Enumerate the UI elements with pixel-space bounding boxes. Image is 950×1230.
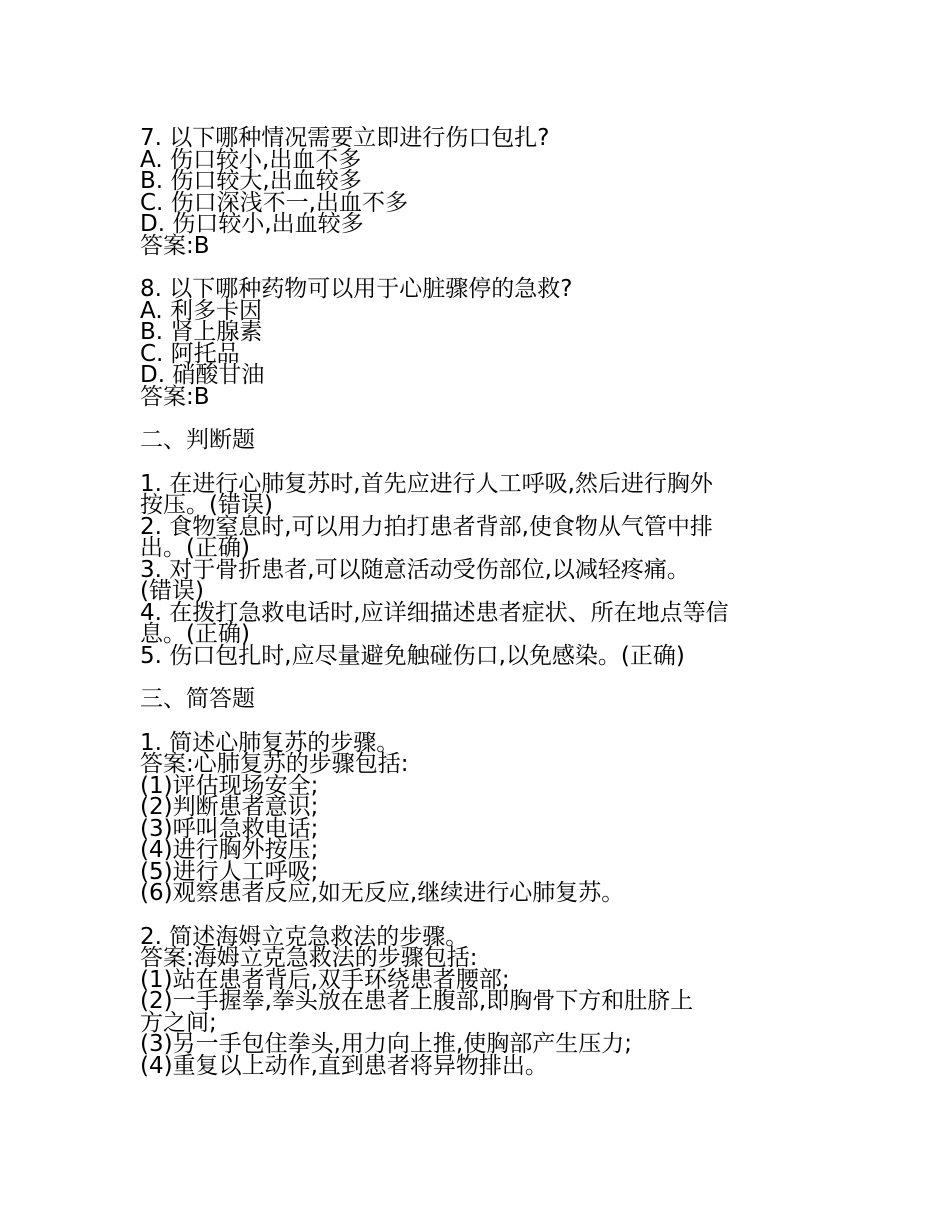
tf-line: (错误) bbox=[140, 578, 204, 604]
step: (5)进行人工呼吸; bbox=[140, 858, 319, 885]
tf-line: 5. 伤口包扎时,应尽量避免触碰伤口,以免感染。(正确) bbox=[140, 642, 685, 669]
answer: 答案:B bbox=[140, 383, 210, 410]
question-text: 7. 以下哪种情况需要立即进行伤口包扎? bbox=[140, 125, 550, 151]
option-b: B. 肾上腺素 bbox=[140, 319, 263, 345]
option-c: C. 伤口深浅不一,出血不多 bbox=[140, 189, 408, 216]
question-text: 8. 以下哪种药物可以用于心脏骤停的急救? bbox=[140, 276, 573, 302]
section-heading-true-false: 二、判断题 bbox=[140, 427, 255, 453]
step: 方之间; bbox=[140, 1009, 217, 1036]
tf-line: 息。(正确) bbox=[140, 621, 250, 647]
option-b: B. 伤口较大,出血较多 bbox=[140, 168, 362, 194]
tf-line: 2. 食物窒息时,可以用力拍打患者背部,使食物从气管中排 bbox=[140, 513, 713, 540]
option-a: A. 伤口较小,出血不多 bbox=[140, 146, 362, 173]
short-answer-2 bbox=[140, 923, 820, 1079]
option-d: D. 伤口较小,出血较多 bbox=[140, 211, 364, 237]
step: (1)评估现场安全; bbox=[140, 772, 319, 799]
step: (2)一手握拳,拳头放在患者上腹部,即胸骨下方和肚脐上 bbox=[140, 988, 694, 1014]
step: (3)呼叫急救电话; bbox=[140, 815, 319, 842]
document-page bbox=[140, 125, 820, 1079]
step: (4)进行胸外按压; bbox=[140, 837, 319, 863]
true-false-list bbox=[140, 470, 820, 669]
answer: 答案:心肺复苏的步骤包括: bbox=[140, 751, 409, 777]
step: (6)观察患者反应,如无反应,继续进行心肺复苏。 bbox=[140, 880, 625, 906]
short-answer-1 bbox=[140, 729, 820, 906]
step: (4)重复以上动作,直到患者将异物排出。 bbox=[140, 1052, 548, 1079]
tf-line: 3. 对于骨折患者,可以随意活动受伤部位,以减轻疼痛。 bbox=[140, 556, 690, 583]
answer: 答案:海姆立克急救法的步骤包括: bbox=[140, 945, 478, 971]
tf-line: 4. 在拨打急救电话时,应详细描述患者症状、所在地点等信 bbox=[140, 599, 729, 626]
option-a: A. 利多卡因 bbox=[140, 297, 262, 324]
question-7 bbox=[140, 125, 820, 259]
tf-line: 出。(正确) bbox=[140, 535, 250, 561]
step: (2)判断患者意识; bbox=[140, 794, 319, 820]
question-text: 2. 简述海姆立克急救法的步骤。 bbox=[140, 923, 469, 950]
answer: 答案:B bbox=[140, 232, 210, 259]
tf-line: 1. 在进行心肺复苏时,首先应进行人工呼吸,然后进行胸外 bbox=[140, 470, 713, 497]
option-d: D. 硝酸甘油 bbox=[140, 362, 265, 388]
question-8 bbox=[140, 276, 820, 410]
option-c: C. 阿托品 bbox=[140, 340, 240, 367]
section-heading-short-answer: 三、简答题 bbox=[140, 686, 255, 712]
step: (1)站在患者背后,双手环绕患者腰部; bbox=[140, 966, 510, 993]
question-text: 1. 简述心肺复苏的步骤。 bbox=[140, 729, 400, 756]
tf-line: 按压。(错误) bbox=[140, 492, 273, 518]
step: (3)另一手包住拳头,用力向上推,使胸部产生压力; bbox=[140, 1031, 632, 1057]
